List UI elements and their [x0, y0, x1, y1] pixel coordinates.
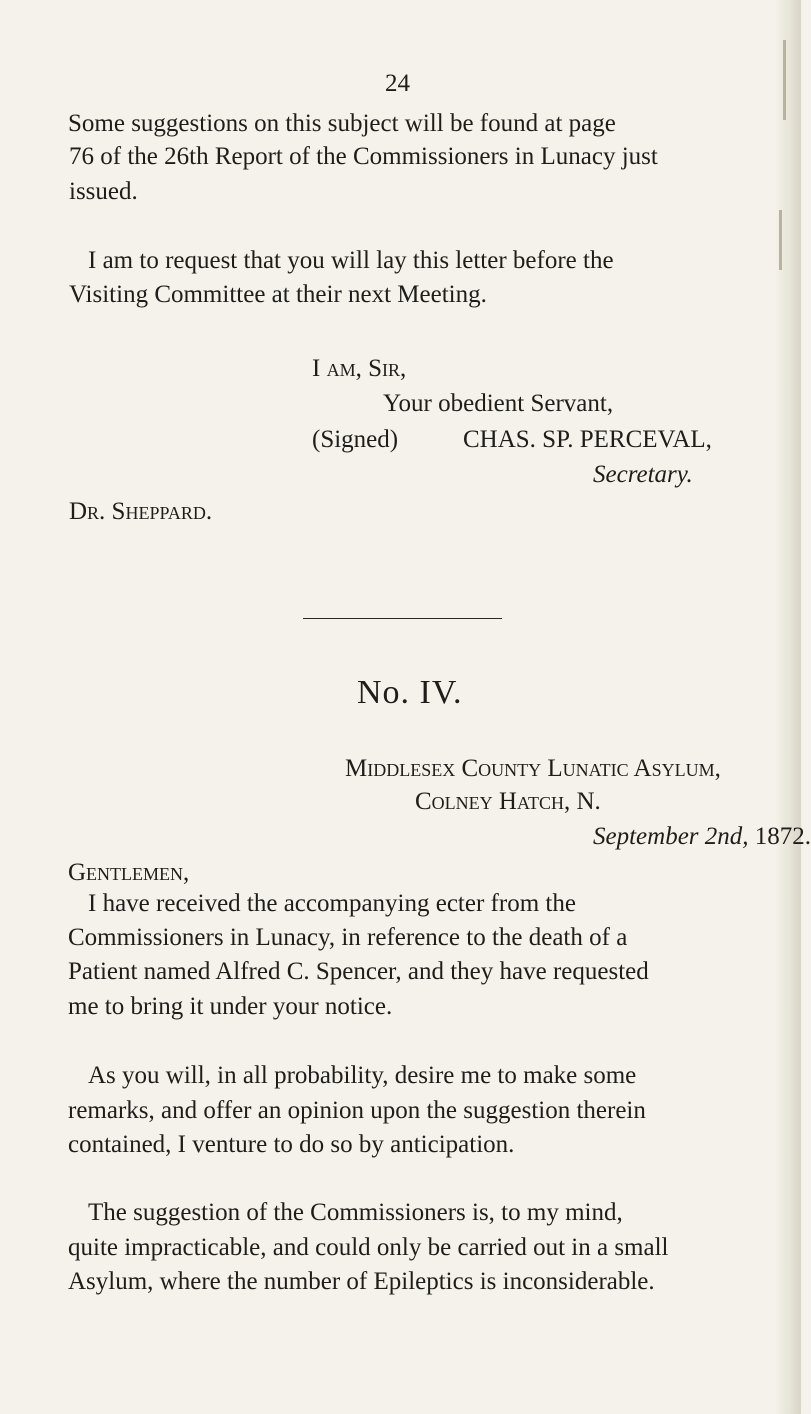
paragraph-4-line-1: As you will, in all probability, desire me to make some	[88, 1062, 637, 1089]
paragraph-1-line-3: issued.	[69, 178, 138, 205]
paragraph-2-line-2: Visiting Committee at their next Meeting.	[69, 281, 487, 308]
paragraph-5-line-1: The suggestion of the Commissioners is, to my mind,	[88, 1199, 623, 1226]
paragraph-3-line-4: me to bring it under your notice.	[68, 993, 393, 1020]
paragraph-1-line-1: Some suggestions on this subject will be found at page	[68, 110, 616, 137]
date-day: September 2nd,	[593, 823, 749, 850]
paragraph-3-line-1: I have received the accompanying ecter from the	[88, 890, 576, 917]
paragraph-1-line-2: 76 of the 26th Report of the Commissioners in Lunacy just	[69, 143, 658, 170]
letter-number-heading: No. IV.	[357, 674, 463, 711]
paragraph-2-line-1: I am to request that you will lay this letter before the	[88, 247, 614, 274]
signer-title: Secretary.	[593, 461, 693, 488]
page-edge-shadow	[775, 0, 801, 1414]
addressee: Dr. Sheppard.	[69, 498, 213, 525]
paragraph-4-line-2: remarks, and offer an opinion upon the suggestion therein	[68, 1097, 646, 1124]
paragraph-4-line-3: contained, I venture to do so by anticipation.	[68, 1131, 515, 1158]
closing-servant: Your obedient Servant,	[383, 390, 614, 417]
closing-salutation: I am, Sir,	[312, 355, 407, 382]
signer-name: CHAS. SP. PERCEVAL,	[463, 426, 712, 453]
letter-date	[593, 823, 811, 851]
institution-location: Colney Hatch, N.	[415, 788, 601, 815]
paragraph-5-line-2: quite impracticable, and could only be carried out in a small	[68, 1234, 669, 1261]
edge-mark	[779, 210, 782, 270]
closing-signed: (Signed)	[312, 426, 399, 453]
institution-name: Middlesex County Lunatic Asylum,	[345, 755, 721, 782]
page-number: 24	[385, 70, 410, 97]
paragraph-3-line-2: Commissioners in Lunacy, in reference to the death of a	[68, 924, 628, 951]
date-year: 1872.	[754, 823, 811, 850]
greeting: Gentlemen,	[68, 859, 190, 886]
paragraph-3-line-3: Patient named Alfred C. Spencer, and they have requested	[68, 958, 649, 985]
paragraph-5-line-3: Asylum, where the number of Epileptics is inconsiderable.	[68, 1268, 655, 1295]
edge-mark	[783, 40, 786, 120]
section-divider	[303, 618, 502, 619]
